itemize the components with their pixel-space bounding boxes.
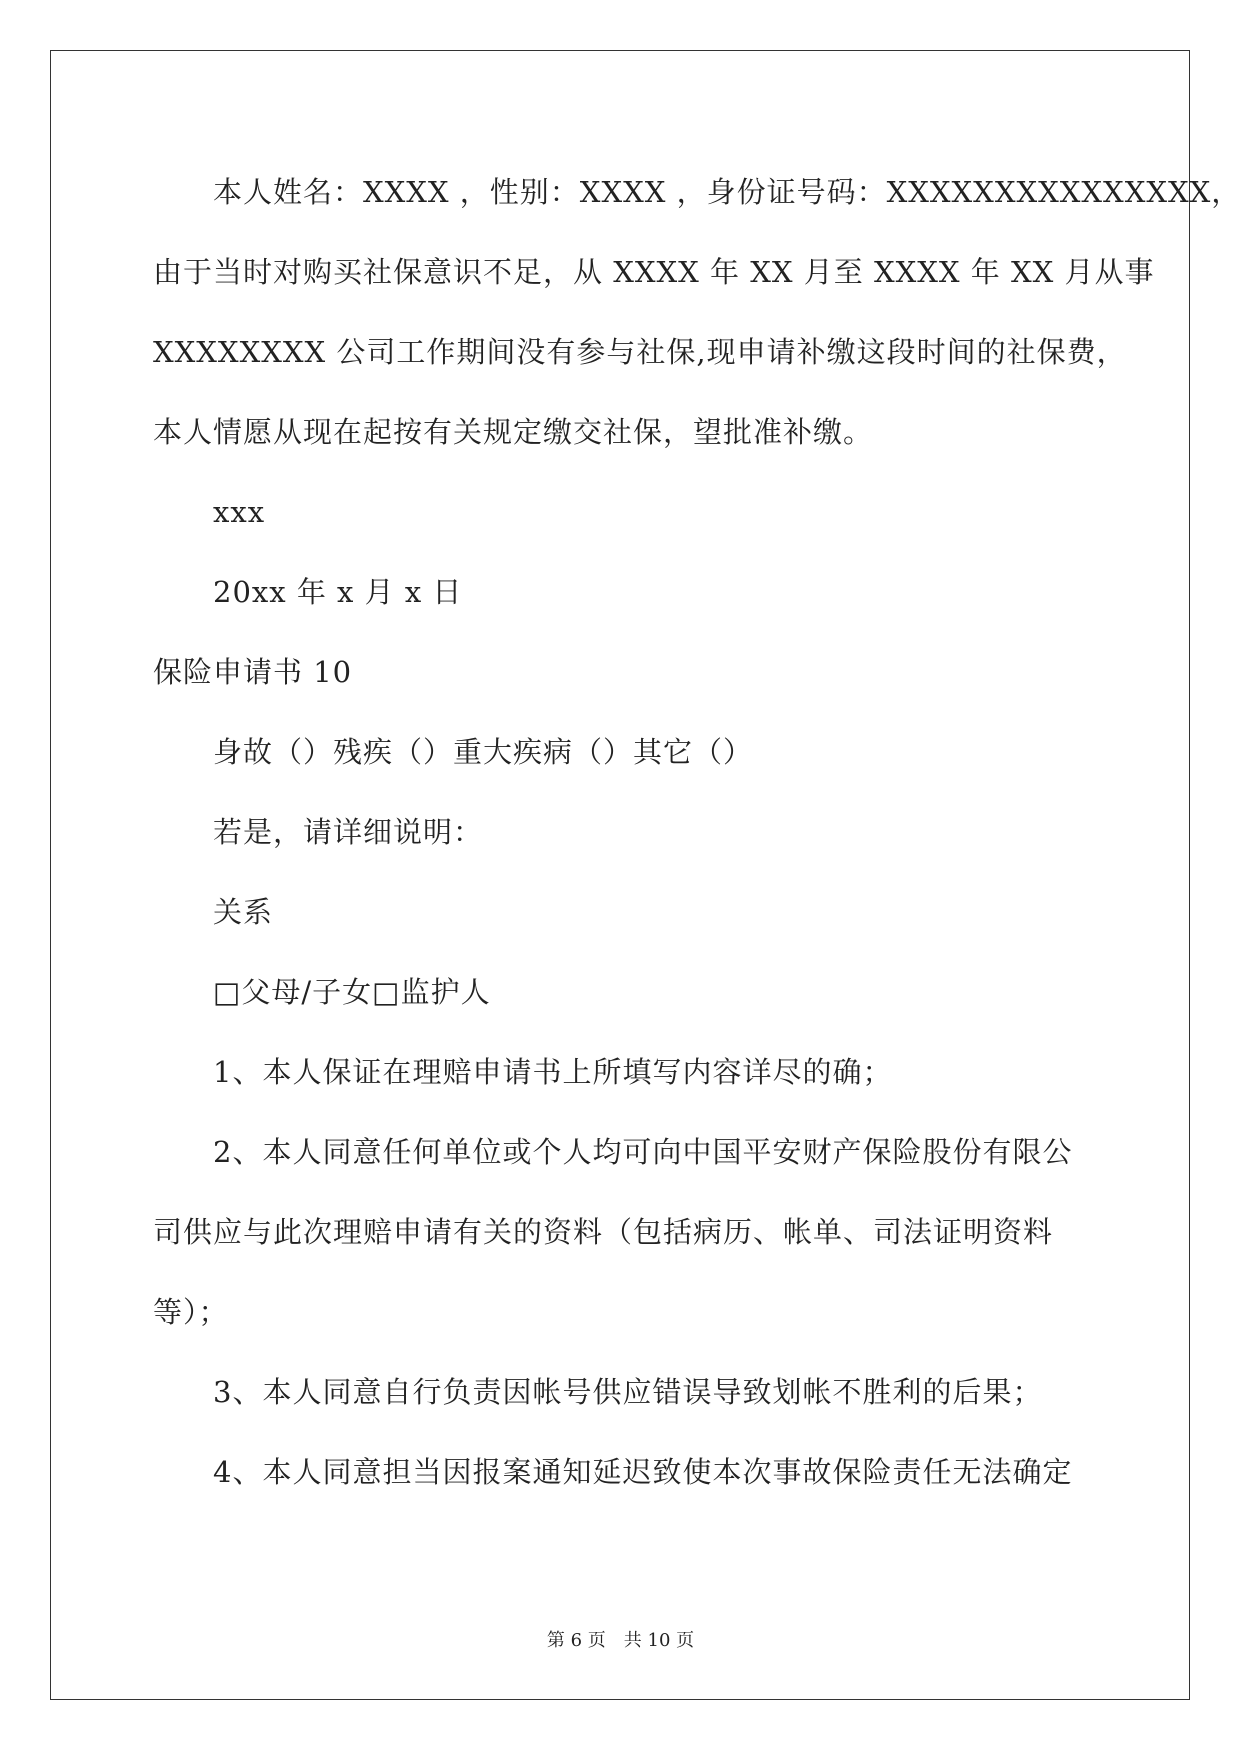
clause-2-line-1: 2、本人同意任何单位或个人均可向中国平安财产保险股份有限公: [213, 1135, 1073, 1169]
paragraph-line-1: 本人姓名：XXXX ，性别：XXXX ，身份证号码：XXXXXXXXXXXXXXX，: [213, 175, 1241, 209]
clause-2-line-2: 司供应与此次理赔申请有关的资料（包括病历、帐单、司法证明资料: [153, 1215, 1054, 1249]
clause-1: 1、本人保证在理赔申请书上所填写内容详尽的确；: [213, 1055, 893, 1089]
section-title: 保险申请书 10: [153, 655, 353, 689]
page-number: 第 6 页 共 10 页: [546, 1630, 695, 1651]
detail-prompt: 若是，请详细说明：: [213, 815, 484, 849]
clause-2-line-3: 等）；: [153, 1295, 229, 1329]
paragraph-line-3: XXXXXXXX 公司工作期间没有参与社保,现申请补缴这段时间的社保费，: [153, 335, 1127, 369]
claim-type-options: 身故（）残疾（）重大疾病（）其它（）: [213, 735, 754, 769]
relation-label: 关系: [213, 895, 274, 929]
paragraph-line-2: 由于当时对购买社保意识不足，从 XXXX 年 XX 月至 XXXX 年 XX 月从事: [153, 255, 1155, 289]
signature-name: xxx: [213, 495, 266, 529]
relation-options: □父母/子女□监护人: [213, 975, 491, 1009]
signature-date: 20xx 年 x 月 x 日: [213, 575, 463, 609]
clause-4: 4、本人同意担当因报案通知延迟致使本次事故保险责任无法确定: [213, 1455, 1073, 1489]
clause-3: 3、本人同意自行负责因帐号供应错误导致划帐不胜利的后果；: [213, 1375, 1043, 1409]
paragraph-line-4: 本人情愿从现在起按有关规定缴交社保，望批准补缴。: [153, 415, 874, 449]
